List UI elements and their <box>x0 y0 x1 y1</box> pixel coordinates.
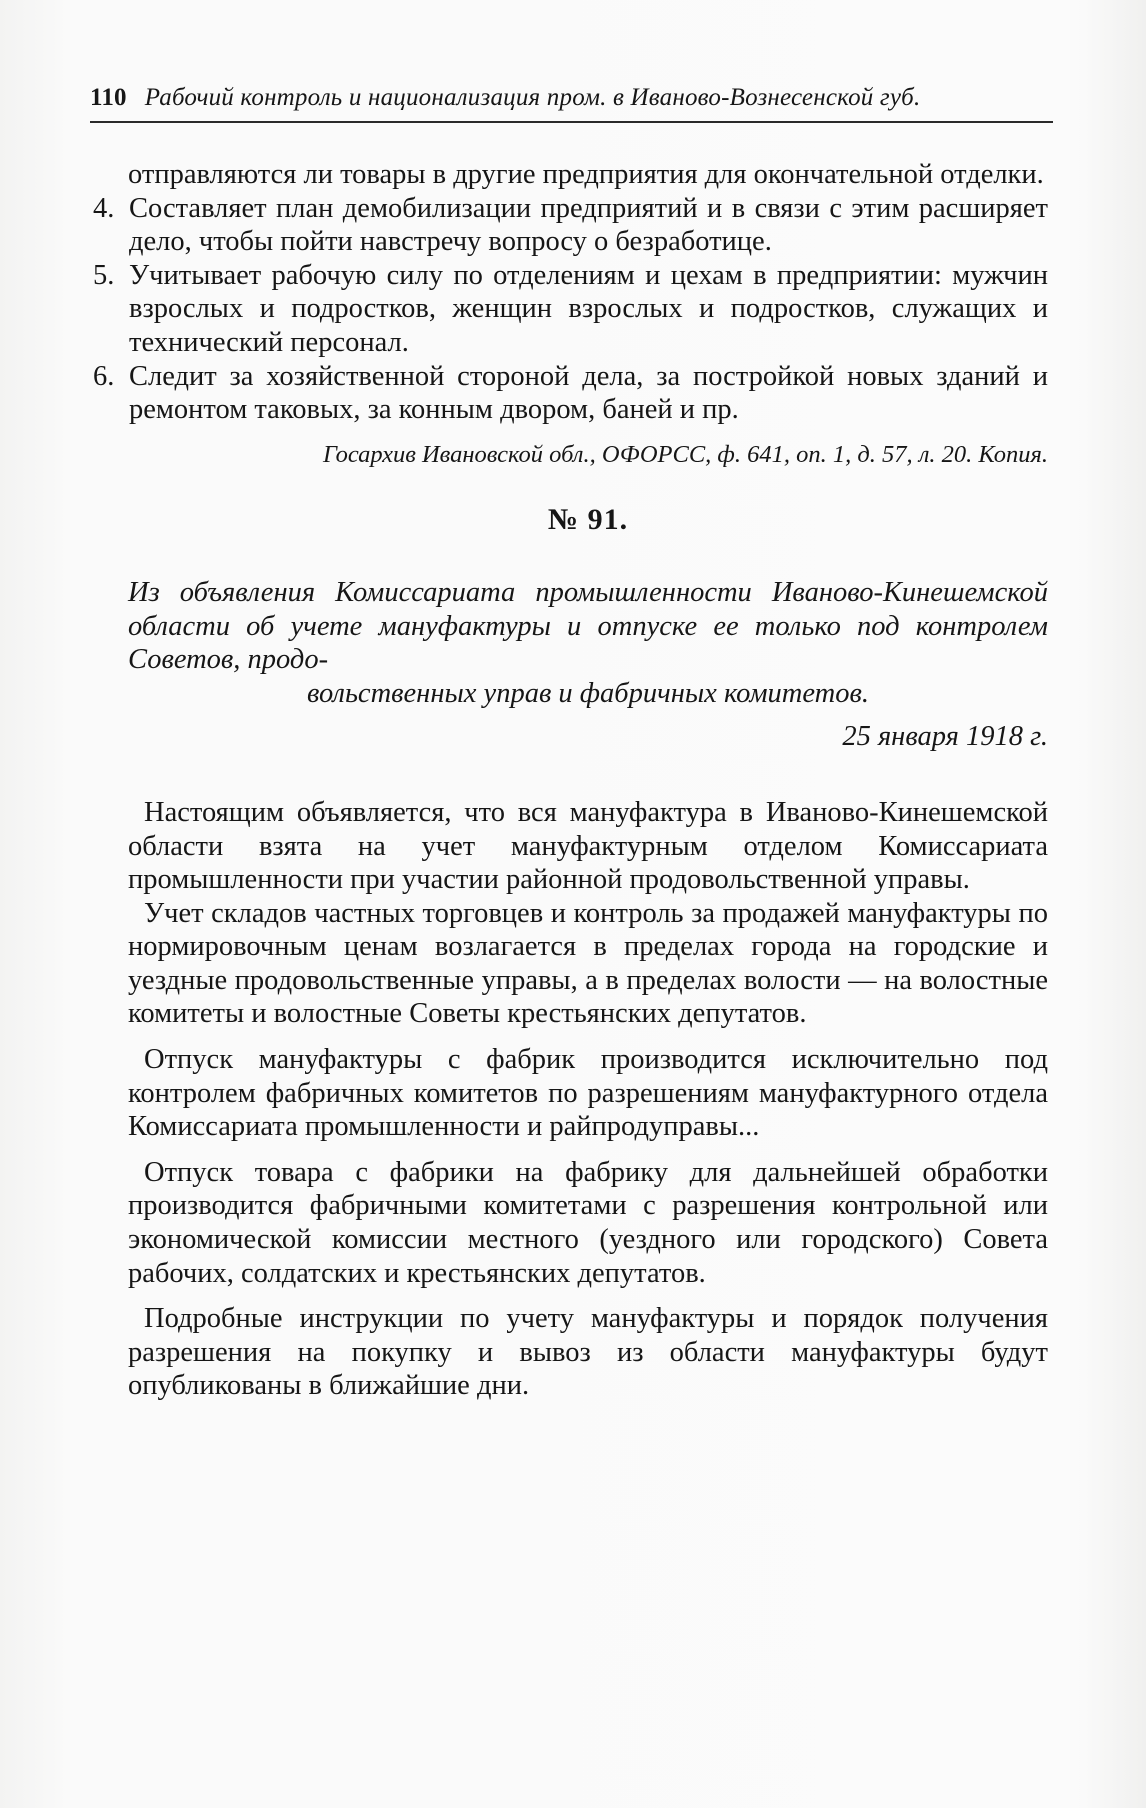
paragraph: Подробные инструкции по учету мануфактуры и порядок получения разрешения на покупку и вывоз из области мануфактуры будут опубликованы в ближайшие дни. <box>128 1303 1048 1402</box>
paragraph: Отпуск мануфактуры с фабрик производится исключительно под контролем фабричных комитетов по разрешениям мануфактурного отдела Комиссариата промышленности и райпродуправы... <box>128 1044 1048 1143</box>
document-date: 25 января 1918 г. <box>842 721 1048 753</box>
list-item-number: 5. <box>93 259 115 291</box>
list-item-text: Учитывает рабочую силу по отделениям и цехам в предприятии: мужчин взрослых и подростков, женщин взрослых и подростков, служащих и технический персонал. <box>129 259 1048 358</box>
document-number: № 91. <box>547 503 629 537</box>
list-item-text: Составляет план демобилизации предприятий и в связи с этим расширяет дело, чтобы пойти навстречу вопросу о безработице. <box>129 192 1048 258</box>
list-item <box>93 259 1048 360</box>
list-item-number: 4. <box>93 192 115 224</box>
document-title-main: Из объявления Комиссариата промышленности Иваново-Кинешемской области об учете мануфактуры и отпуске ее только под контролем Советов, продо- <box>128 576 1048 676</box>
list-item-text: Следит за хозяйственной стороной дела, за постройкой новых зданий и ремонтом таковых, за конным двором, баней и пр. <box>129 360 1048 426</box>
running-title: Рабочий контроль и национализация пром. в Иваново-Вознесенской губ. <box>144 84 921 111</box>
document-title <box>128 576 1048 710</box>
list-item <box>93 192 1048 259</box>
header-rule <box>90 121 1053 123</box>
list-item-number: 6. <box>93 360 115 392</box>
paragraph: Учет складов частных торговцев и контроль за продажей мануфактуры по нормировочным ценам возлагается в пределах города на городские и уездные продовольственные управы, а в пределах волости — на волостные комитеты и волостные Советы крестьянских депутатов. <box>128 897 1048 1030</box>
page-content <box>93 158 1048 1403</box>
archive-source-note: Госархив Ивановской обл., ОФОРСС, ф. 641, оп. 1, д. 57, л. 20. Копия. <box>322 440 1048 468</box>
page-number: 110 <box>90 84 127 111</box>
list-item <box>93 360 1048 427</box>
document-title-last-line: вольственных управ и фабричных комитетов. <box>307 677 869 709</box>
continuation-text: отправляются ли товары в другие предприятия для окончательной отделки. <box>128 159 1044 190</box>
paragraph: Настоящим объявляется, что вся мануфактура в Иваново-Кинешемской области взята на учет мануфактурным отделом Комиссариата промышленности при участии районной продовольственной управы. <box>128 796 1048 896</box>
running-header <box>90 84 1050 112</box>
paragraph: Отпуск товара с фабрики на фабрику для дальнейшей обработки производится фабричными комитетами с разрешения контрольной или экономической комиссии местного (уездного или городского) Совета рабочих, солдатских и крестьянских депутатов. <box>128 1156 1048 1289</box>
